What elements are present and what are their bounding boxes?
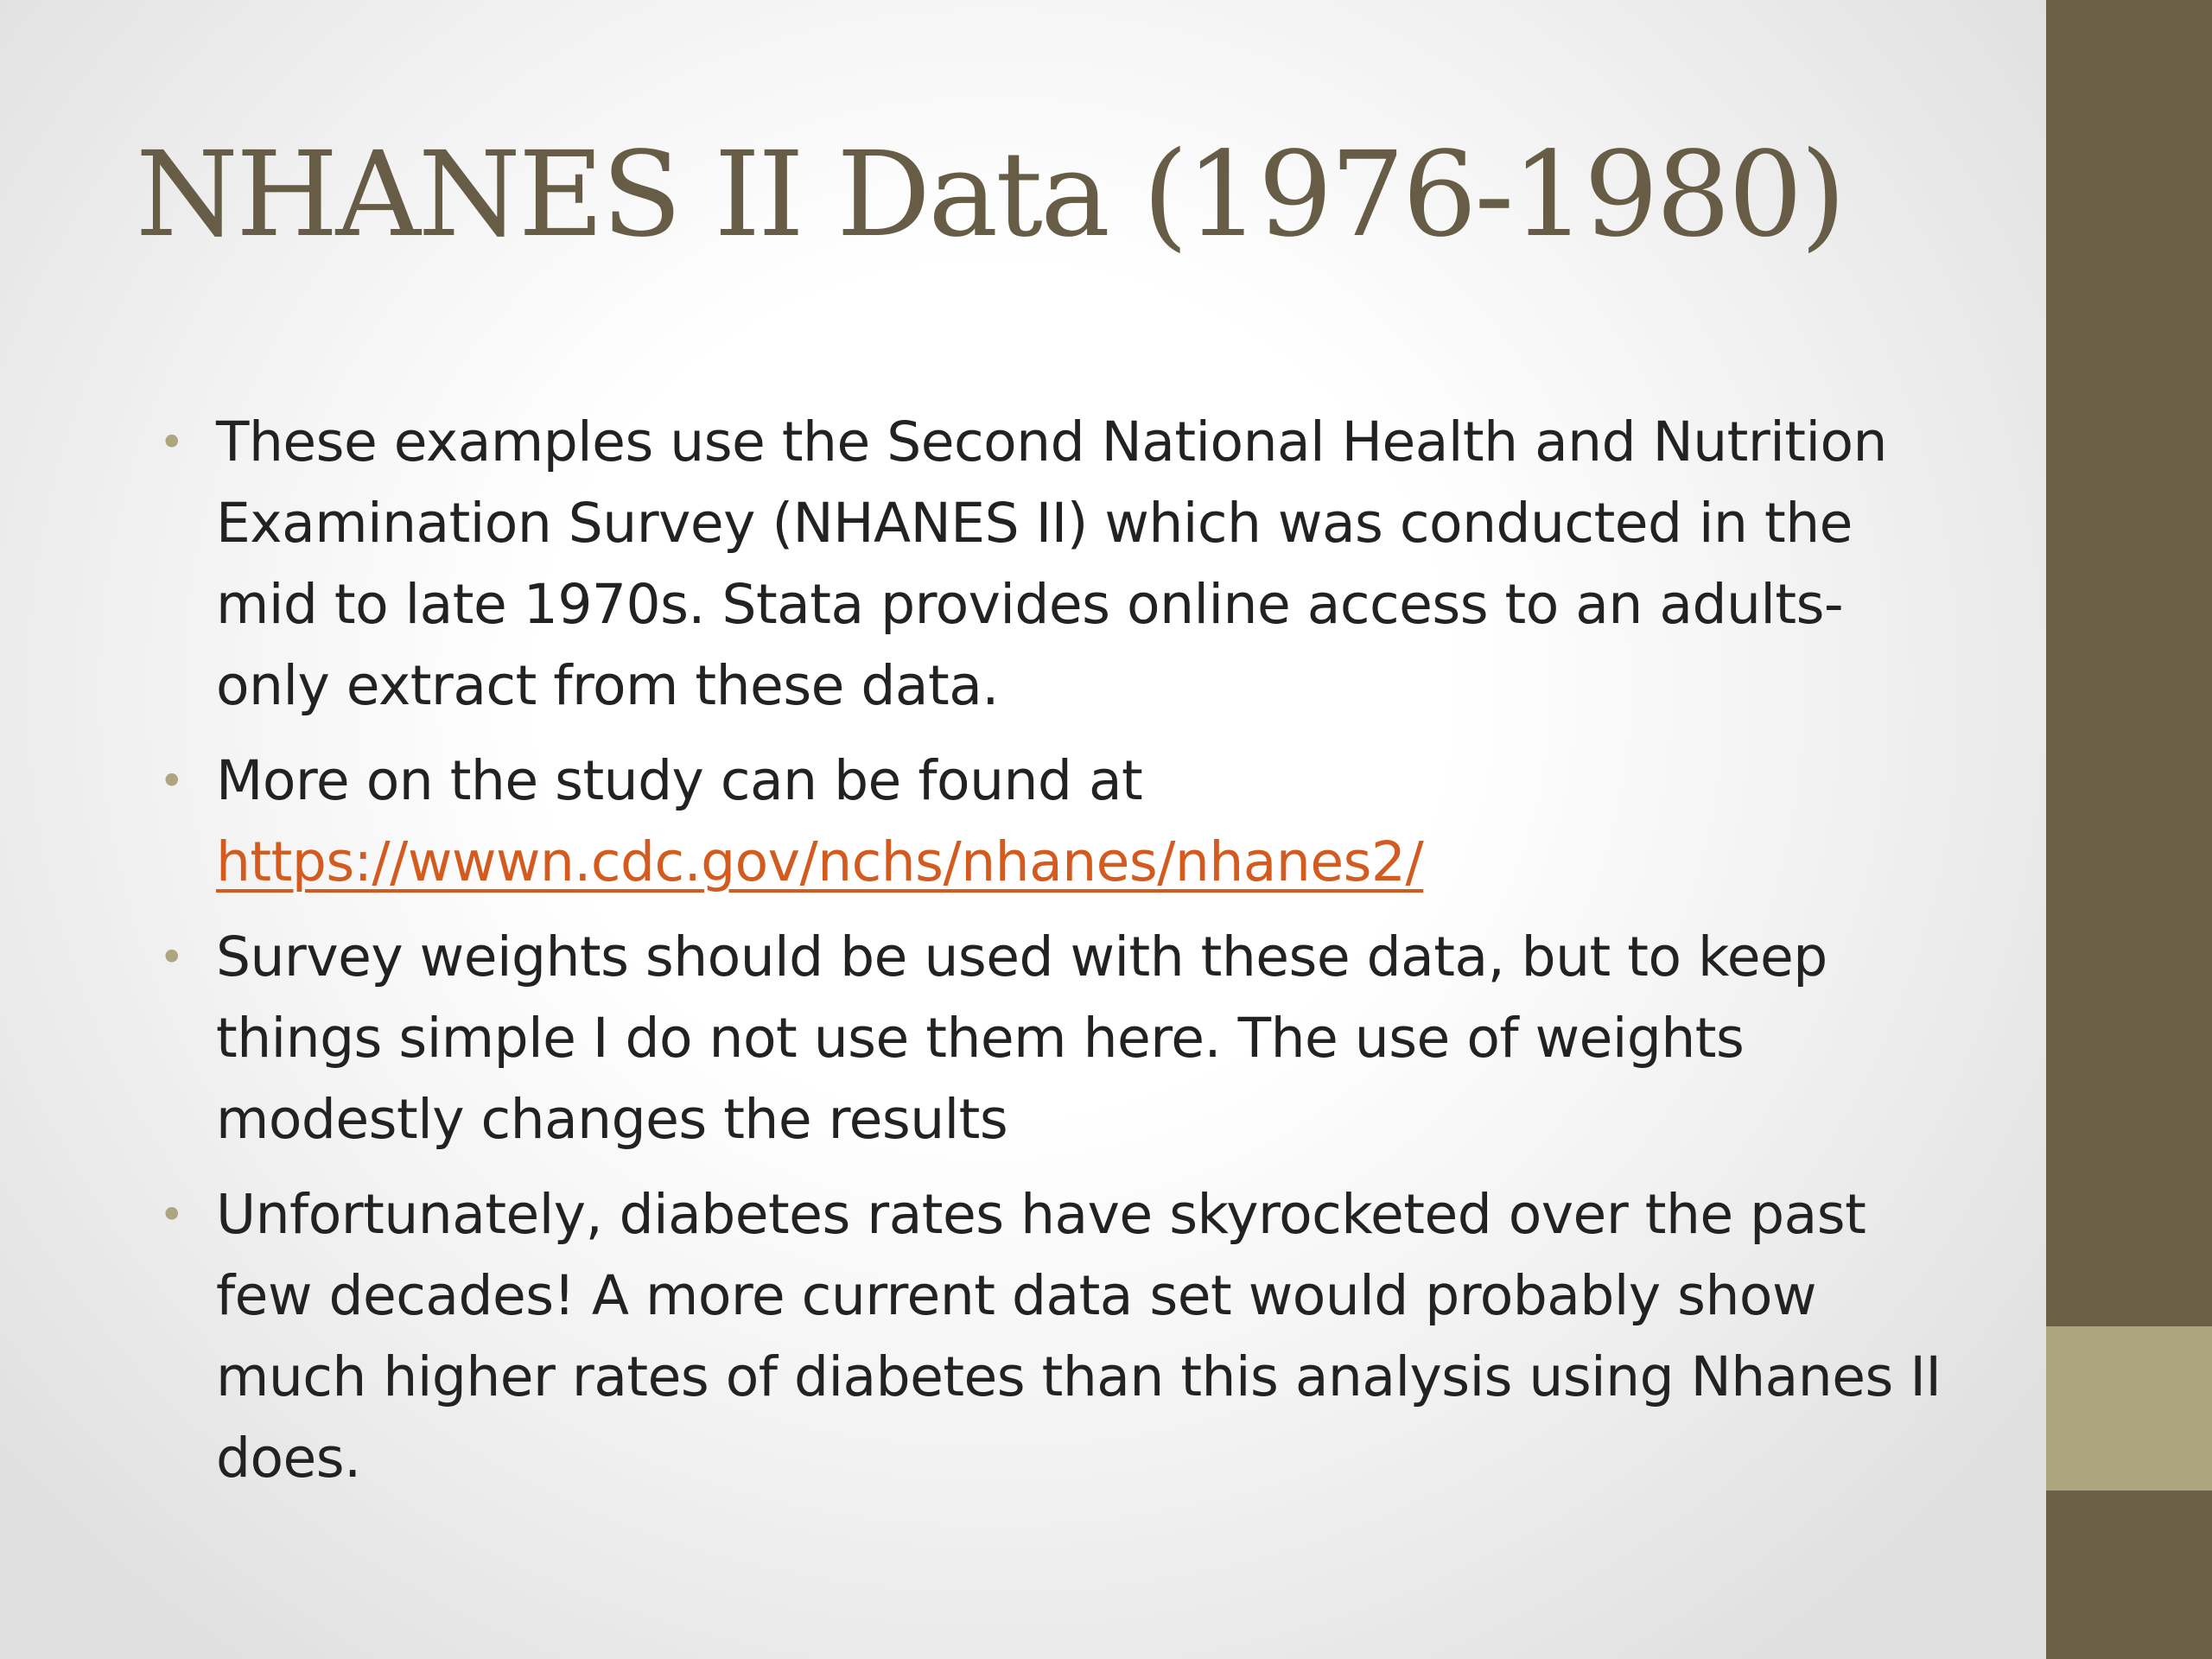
nhanes2-link[interactable]: https://wwwn.cdc.gov/nchs/nhanes/nhanes2/: [216, 830, 1424, 893]
bullet-dot-icon: •: [159, 932, 184, 982]
bullet-dot-icon: •: [159, 417, 184, 467]
bullet-item-3: [156, 917, 1944, 1160]
bullet-text-3: Survey weights should be used with these data, but to keep things simple I do not use them here. The use of weights modestly changes the results: [216, 925, 1827, 1151]
bullet-dot-icon: •: [159, 756, 184, 806]
bullet-list: [156, 402, 1944, 1513]
bullet-text-4: Unfortunately, diabetes rates have skyrocketed over the past few decades! A more current data set would probably show much higher rates of diabetes than this analysis using Nhanes II does.: [216, 1183, 1942, 1490]
bullet-item-1: [156, 402, 1944, 727]
sidebar-accent-band: [2046, 1326, 2212, 1491]
bullet-item-4: [156, 1174, 1944, 1499]
bullet-item-2: [156, 741, 1944, 903]
bullet-text-2: More on the study can be found at: [216, 749, 1143, 812]
bullet-dot-icon: •: [159, 1190, 184, 1240]
slide-title: NHANES II Data (1976-1980): [136, 127, 1844, 264]
bullet-text-1: These examples use the Second National Health and Nutrition Examination Survey (NHANES II) which was conducted in the mid to late 1970s. Stata provides online access to an adults-only extract from these data.: [216, 410, 1887, 717]
